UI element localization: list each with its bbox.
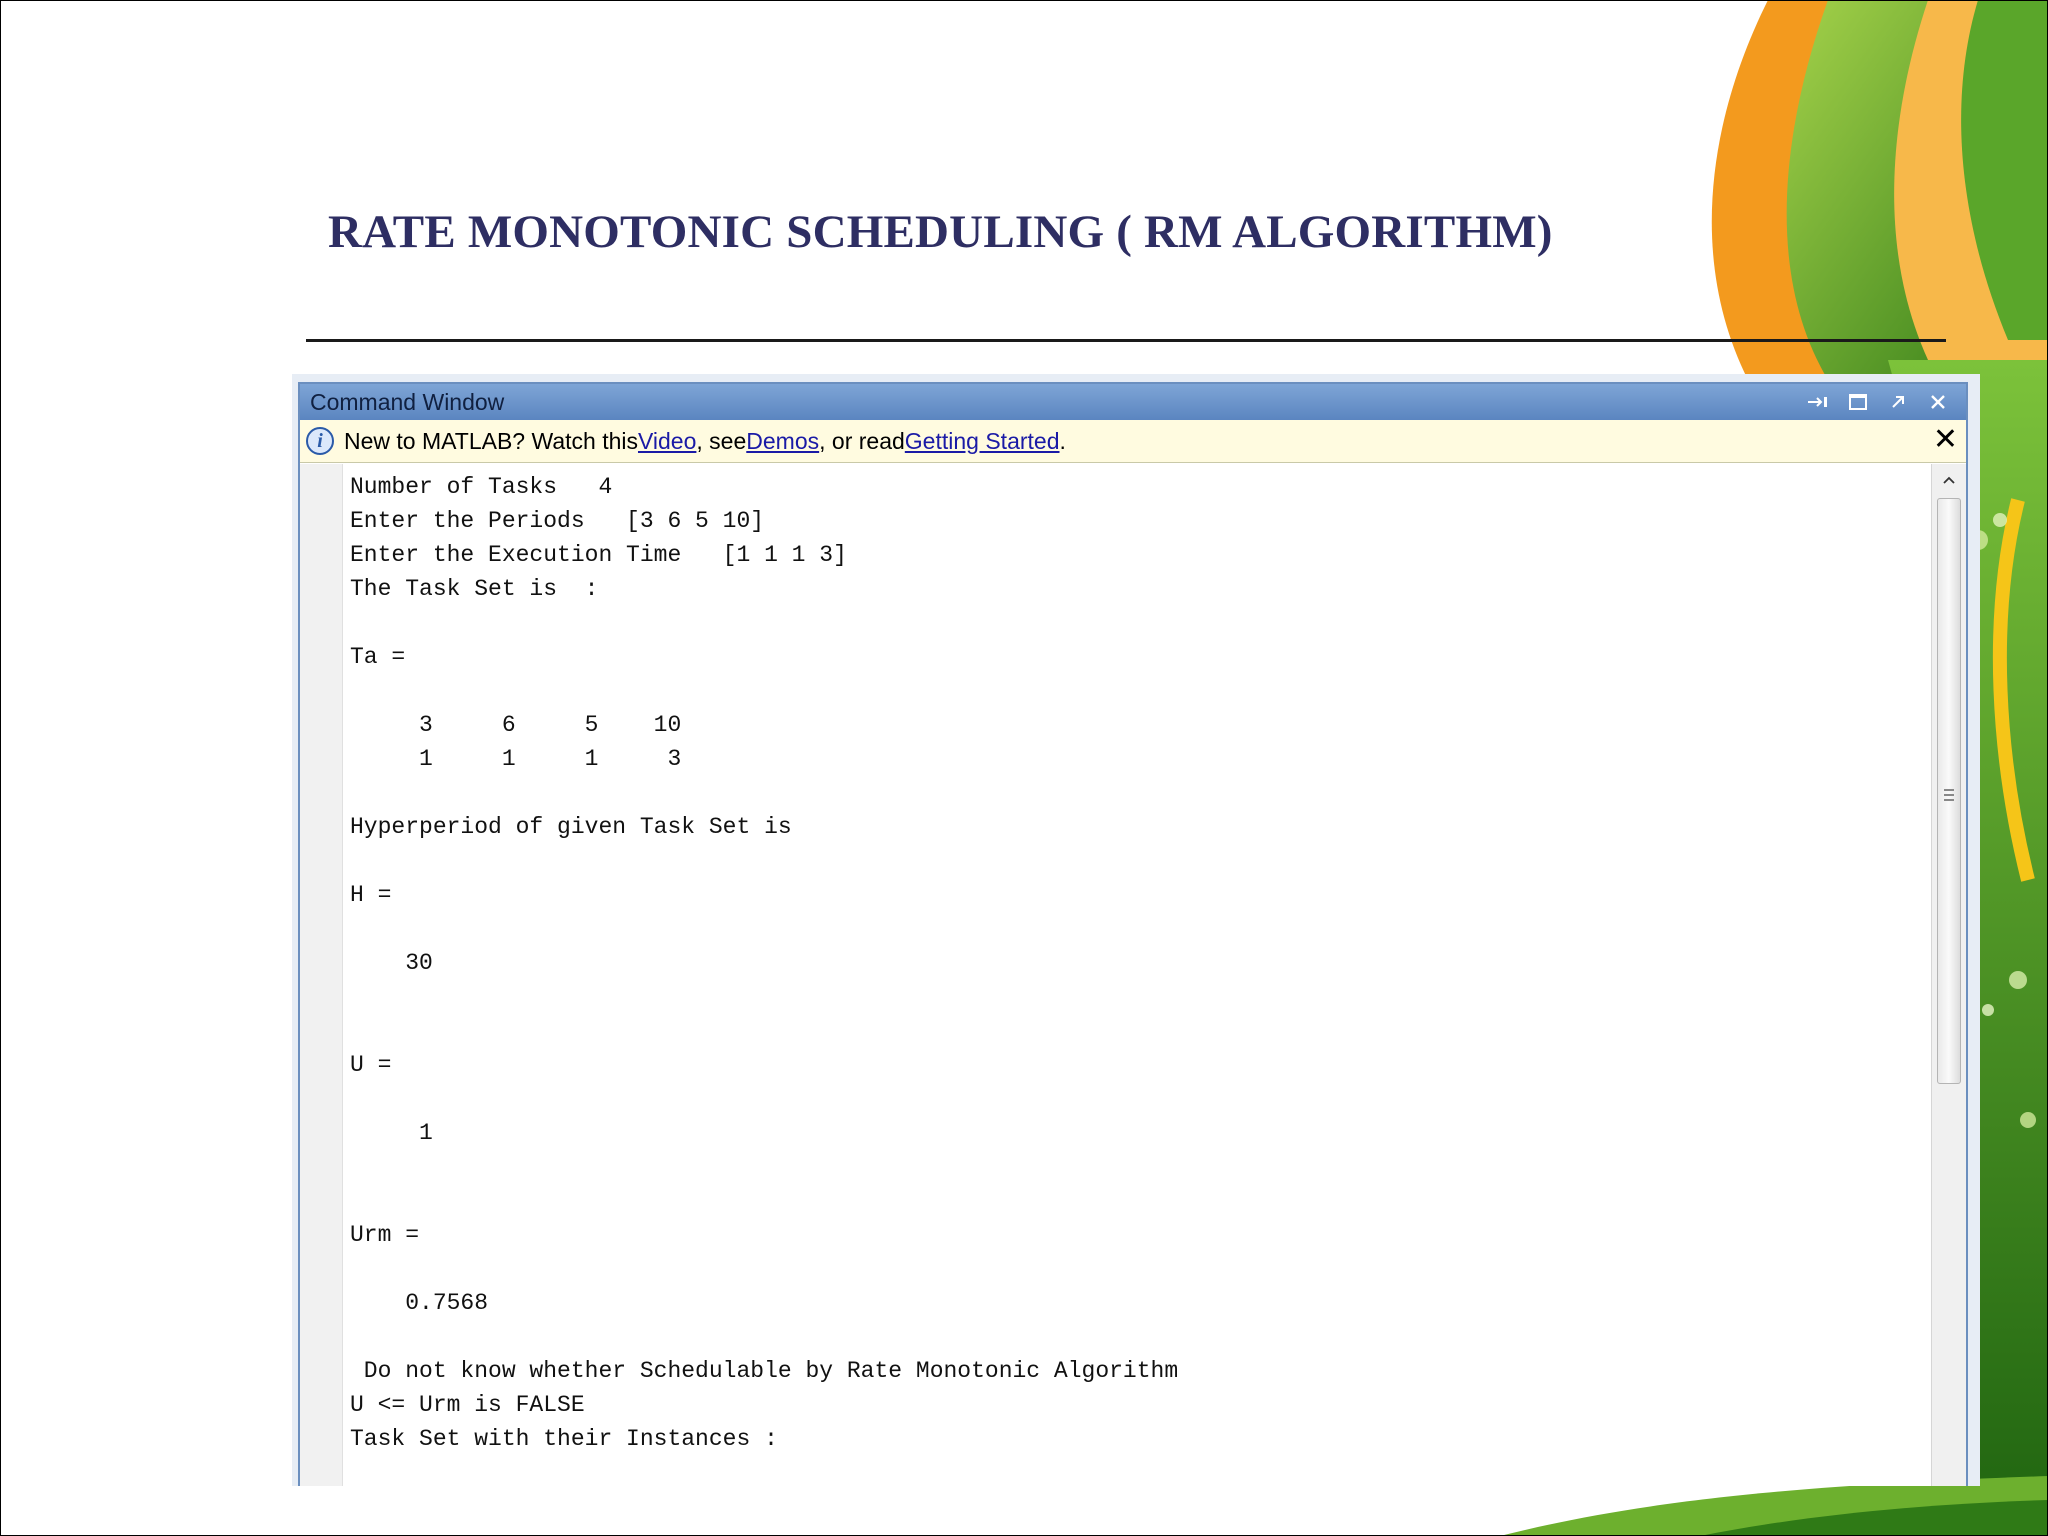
window-title: Command Window <box>310 388 505 415</box>
console-line: 0.7568 <box>350 1290 489 1316</box>
info-bar <box>300 420 1966 463</box>
slide-title: RATE MONOTONIC SCHEDULING ( RM ALGORITHM) <box>328 206 1553 258</box>
title-divider <box>306 339 1946 342</box>
console-line <box>350 1184 1930 1218</box>
console-line: Number of Tasks 4 <box>350 474 613 500</box>
console-line: Urm = <box>350 1222 420 1248</box>
video-link[interactable]: Video <box>637 427 697 454</box>
console-line <box>350 606 1930 640</box>
vertical-scrollbar[interactable] <box>1931 464 1966 1486</box>
console-line: The Task Set is : <box>350 576 599 602</box>
console-line <box>350 844 1930 878</box>
console-line <box>350 674 1930 708</box>
window-controls <box>1804 388 1952 416</box>
grip-icon <box>1944 789 1954 804</box>
info-text-sep2: , or read <box>819 427 905 454</box>
console-line: 1 <box>350 1120 433 1146</box>
console-line: Hyperperiod of given Task Set is <box>350 814 792 840</box>
console-line: Do not know whether Schedulable by Rate Monotonic Algorithm <box>350 1358 1179 1384</box>
infobar-close-icon[interactable]: ✕ <box>1932 423 1958 456</box>
console-line: U = <box>350 1052 392 1078</box>
console-area <box>300 464 1966 1486</box>
getting-started-link[interactable]: Getting Started <box>904 427 1060 454</box>
info-text-prefix: New to MATLAB? Watch this <box>344 427 638 454</box>
close-icon[interactable] <box>1924 388 1952 416</box>
console-line <box>350 980 1930 1014</box>
info-text-sep1: , see <box>696 427 747 454</box>
demos-link[interactable]: Demos <box>746 427 820 454</box>
console-line <box>350 776 1930 810</box>
console-line <box>350 1320 1930 1354</box>
console-output[interactable] <box>342 464 1930 1486</box>
info-icon: i <box>306 427 334 455</box>
console-line <box>350 1014 1930 1048</box>
command-window-titlebar[interactable] <box>300 384 1966 420</box>
command-window-panel <box>298 382 1968 1486</box>
console-line: 3 6 5 10 <box>350 712 682 738</box>
console-line <box>350 1082 1930 1116</box>
console-line: Task Set with their Instances : <box>350 1426 778 1452</box>
console-line <box>350 1252 1930 1286</box>
maximize-icon[interactable] <box>1844 388 1872 416</box>
console-line: 30 <box>350 950 433 976</box>
scroll-up-arrow-icon[interactable] <box>1932 466 1966 494</box>
info-text-suffix: . <box>1059 427 1066 454</box>
undock-icon[interactable] <box>1884 388 1912 416</box>
console-line <box>350 1150 1930 1184</box>
console-line: Enter the Execution Time [1 1 1 3] <box>350 542 847 568</box>
dock-icon[interactable] <box>1804 388 1832 416</box>
command-window <box>292 374 1980 1486</box>
scroll-thumb[interactable] <box>1937 498 1961 1084</box>
console-line: U <= Urm is FALSE <box>350 1392 585 1418</box>
console-line: H = <box>350 882 392 908</box>
console-line: Enter the Periods [3 6 5 10] <box>350 508 765 534</box>
console-gutter <box>300 464 343 1486</box>
console-line: Ta = <box>350 644 406 670</box>
console-line <box>350 912 1930 946</box>
console-line: 1 1 1 3 <box>350 746 682 772</box>
